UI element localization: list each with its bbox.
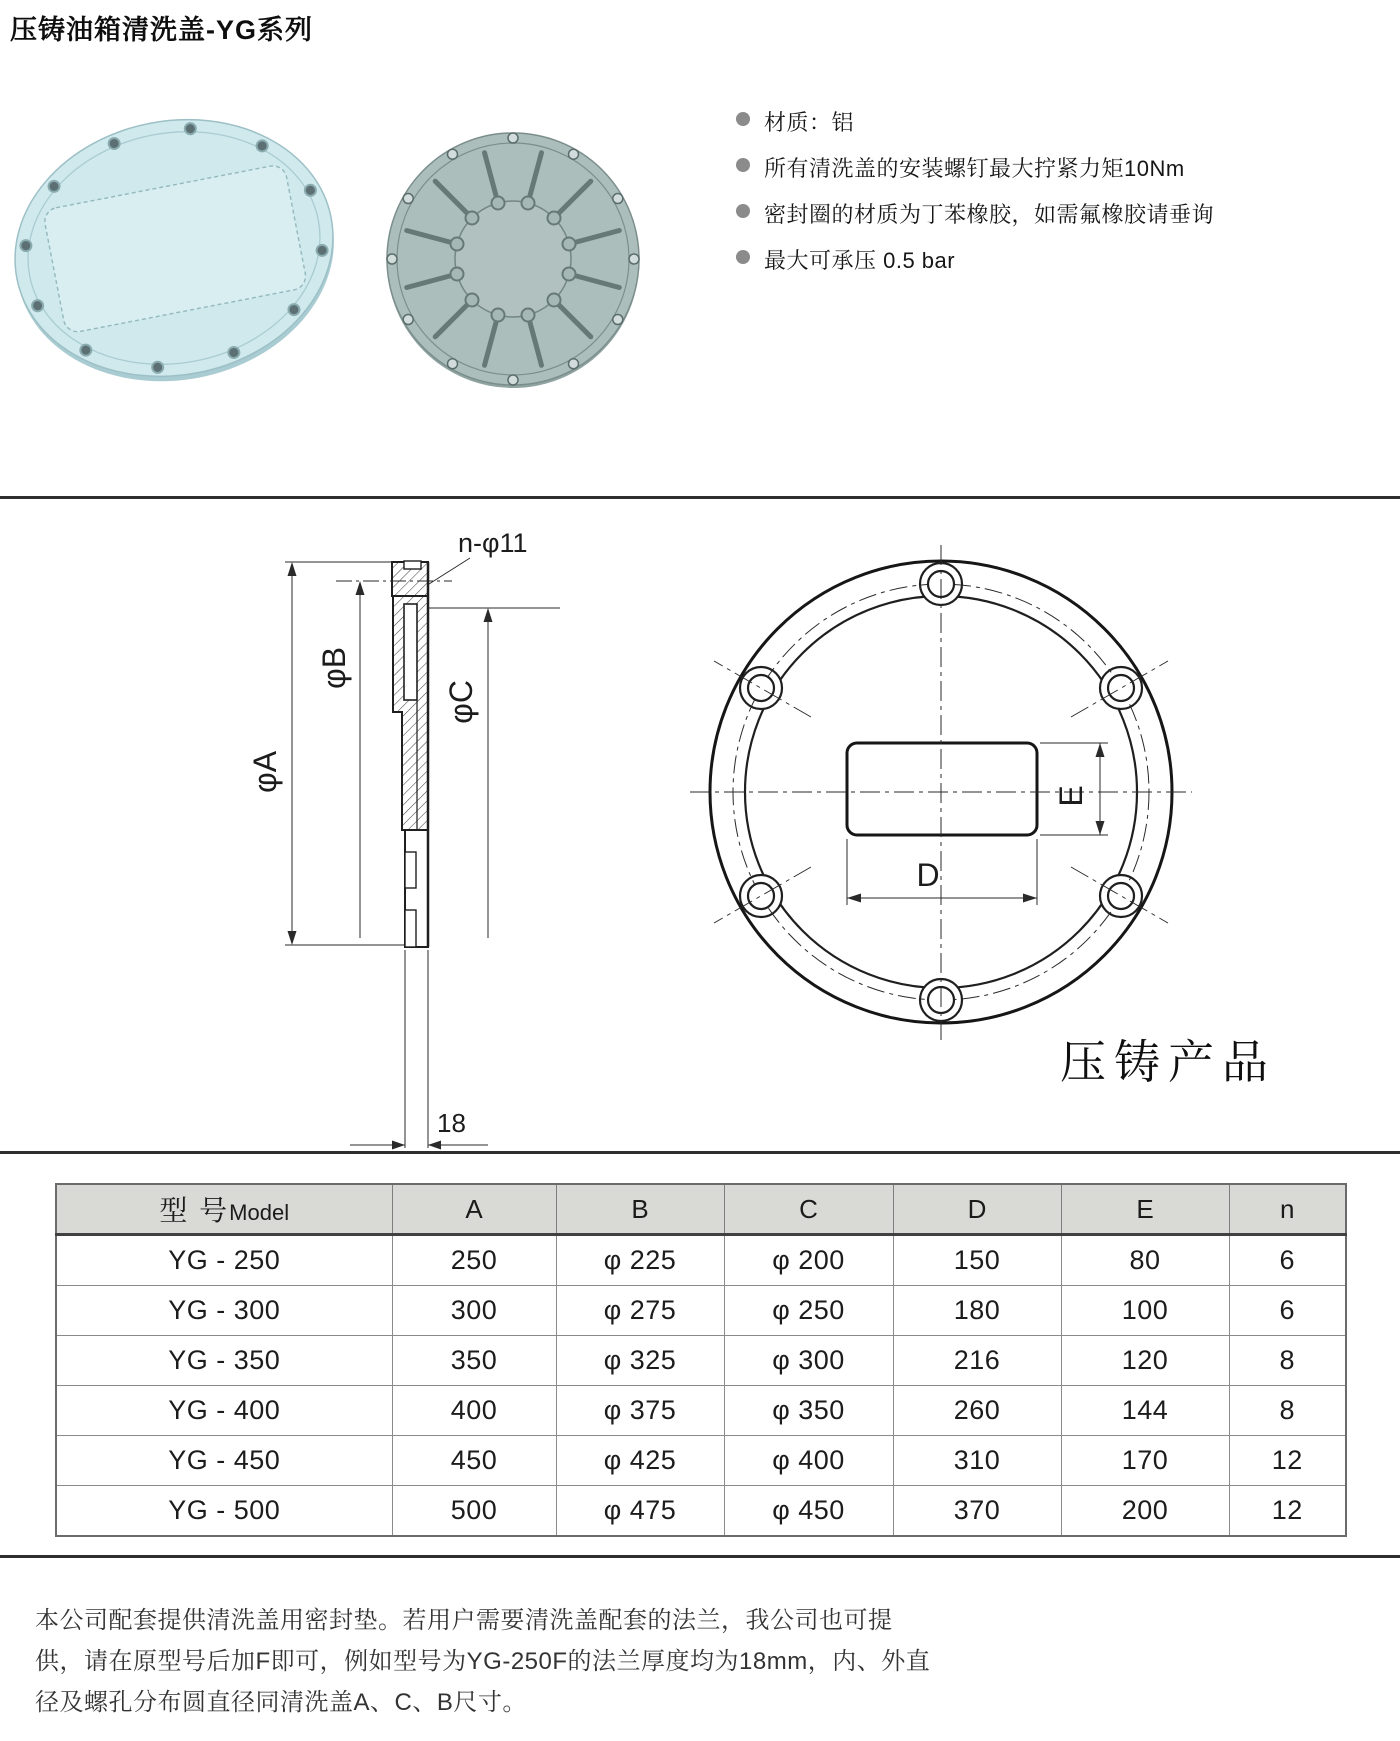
cell-e: 200 <box>1061 1486 1229 1537</box>
dim-label-phi-b: φB <box>316 646 352 690</box>
cell-e: 120 <box>1061 1336 1229 1386</box>
cell-d: 150 <box>893 1235 1061 1286</box>
bullet-text: 所有清洗盖的安装螺钉最大拧紧力矩10Nm <box>764 156 1185 181</box>
table-header-row <box>56 1184 1346 1235</box>
list-item <box>736 152 1214 183</box>
cell-b: φ 275 <box>556 1286 724 1336</box>
cell-a: 250 <box>392 1235 556 1286</box>
col-header-a: A <box>392 1184 556 1235</box>
table-row <box>56 1336 1346 1386</box>
rect-opening <box>847 743 1037 835</box>
cell-a: 450 <box>392 1436 556 1486</box>
cell-model: YG - 350 <box>56 1336 392 1386</box>
col-header-model-cn: 型 号 <box>159 1195 230 1226</box>
dim-label-d: D <box>916 857 940 893</box>
cell-b: φ 325 <box>556 1336 724 1386</box>
dim-label-thickness: 18 <box>437 1108 466 1138</box>
bullet-text: 最大可承压 0.5 bar <box>764 248 956 273</box>
cell-a: 500 <box>392 1486 556 1537</box>
cell-n: 6 <box>1229 1235 1346 1286</box>
cell-n: 12 <box>1229 1436 1346 1486</box>
cell-c: φ 250 <box>724 1286 893 1336</box>
col-header-n: n <box>1229 1184 1346 1235</box>
page-title: 压铸油箱清洗盖-YG系列 <box>10 15 314 45</box>
cell-d: 180 <box>893 1286 1061 1336</box>
cell-e: 80 <box>1061 1235 1229 1286</box>
drawing-caption: 压铸产品 <box>1060 1035 1276 1089</box>
list-item <box>736 198 1214 229</box>
bullet-icon <box>736 158 750 172</box>
dim-label-e: E <box>1053 785 1089 807</box>
technical-drawing <box>0 480 1400 1160</box>
cell-d: 260 <box>893 1386 1061 1436</box>
footer-line: 供，请在原型号后加F即可，例如型号为YG-250F的法兰厚度均为18mm，内、外直 <box>35 1648 931 1675</box>
spec-table <box>55 1183 1347 1537</box>
col-header-model-en: Model <box>229 1200 290 1225</box>
table-row <box>56 1235 1346 1286</box>
cell-e: 144 <box>1061 1386 1229 1436</box>
cell-b: φ 475 <box>556 1486 724 1537</box>
footer-note <box>35 1600 935 1723</box>
cell-n: 8 <box>1229 1336 1346 1386</box>
cell-model: YG - 300 <box>56 1286 392 1336</box>
cell-d: 310 <box>893 1436 1061 1486</box>
product-image-back <box>378 126 648 394</box>
cell-e: 100 <box>1061 1286 1229 1336</box>
col-header-b: B <box>556 1184 724 1235</box>
cell-a: 400 <box>392 1386 556 1436</box>
list-item <box>736 106 1214 137</box>
cell-n: 8 <box>1229 1386 1346 1436</box>
cell-b: φ 425 <box>556 1436 724 1486</box>
col-header-model <box>56 1184 392 1235</box>
center-lines <box>690 545 1192 1040</box>
cover-back-render <box>387 133 639 388</box>
dim-label-phi-a: φA <box>247 750 283 794</box>
footer-line: 本公司配套提供清洗盖用密封垫。若用户需要清洗盖配套的法兰，我公司也可提 <box>35 1607 893 1634</box>
product-image-front <box>2 92 346 410</box>
cell-c: φ 350 <box>724 1386 893 1436</box>
table-row <box>56 1486 1346 1537</box>
cell-n: 6 <box>1229 1286 1346 1336</box>
col-header-e: E <box>1061 1184 1229 1235</box>
col-header-d: D <box>893 1184 1061 1235</box>
bullet-text: 材质：铝 <box>764 110 855 135</box>
cell-model: YG - 400 <box>56 1386 392 1436</box>
dim-label-phi-c: φC <box>443 680 479 724</box>
cell-c: φ 450 <box>724 1486 893 1537</box>
bullet-icon <box>736 112 750 126</box>
cover-front-render <box>2 93 346 408</box>
spec-bullet-list <box>736 106 1214 290</box>
footer-line: 径及螺孔分布圆直径同清洗盖A、C、B尺寸。 <box>35 1689 527 1716</box>
bullet-text: 密封圈的材质为丁苯橡胶，如需氟橡胶请垂询 <box>764 202 1215 227</box>
dim-label-n-holes: n-φ11 <box>458 528 528 558</box>
cell-model: YG - 250 <box>56 1235 392 1286</box>
table-row <box>56 1386 1346 1436</box>
side-section-view <box>247 528 560 1150</box>
col-header-c: C <box>724 1184 893 1235</box>
bullet-icon <box>736 250 750 264</box>
cell-b: φ 375 <box>556 1386 724 1436</box>
cell-model: YG - 500 <box>56 1486 392 1537</box>
table-row <box>56 1436 1346 1486</box>
cell-d: 216 <box>893 1336 1061 1386</box>
cell-b: φ 225 <box>556 1235 724 1286</box>
cell-d: 370 <box>893 1486 1061 1537</box>
cell-n: 12 <box>1229 1486 1346 1537</box>
cell-c: φ 300 <box>724 1336 893 1386</box>
bullet-icon <box>736 204 750 218</box>
list-item <box>736 244 1214 275</box>
cell-e: 170 <box>1061 1436 1229 1486</box>
cell-model: YG - 450 <box>56 1436 392 1486</box>
cell-a: 350 <box>392 1336 556 1386</box>
cell-c: φ 400 <box>724 1436 893 1486</box>
cell-a: 300 <box>392 1286 556 1336</box>
cell-c: φ 200 <box>724 1235 893 1286</box>
front-view <box>690 545 1192 1040</box>
section-divider-bottom <box>0 1555 1400 1558</box>
table-row <box>56 1286 1346 1336</box>
